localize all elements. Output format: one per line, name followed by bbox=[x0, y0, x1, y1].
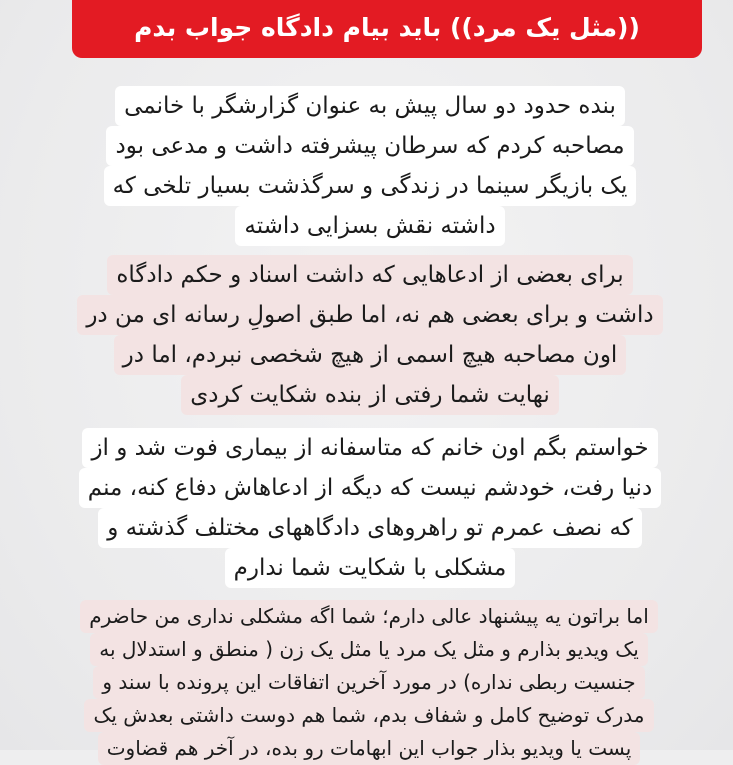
headline-banner: ((مثل یک مرد)) باید بیام دادگاه جواب بدم bbox=[72, 0, 702, 58]
paragraph-line: داشت و برای بعضی هم نه، اما طبق اصولِ رسانه ای من در bbox=[40, 295, 700, 335]
paragraph-line: داشته نقش بسزایی داشته bbox=[40, 206, 700, 246]
paragraph-3 bbox=[40, 428, 700, 588]
paragraph-line: بنده حدود دو سال پیش به عنوان گزارشگر با خانمی bbox=[40, 86, 700, 126]
paragraph-4 bbox=[24, 600, 714, 765]
paragraph-line: مدرک توضیح کامل و شفاف بدم، شما هم دوست داشتی بعدش یک bbox=[24, 699, 714, 732]
paragraph-line: اما براتون یه پیشنهاد عالی دارم؛ شما اگه مشکلی نداری من حاضرم bbox=[24, 600, 714, 633]
paragraph-line: اون مصاحبه هیچ اسمی از هیچ شخصی نبردم، اما در bbox=[40, 335, 700, 375]
paragraph-line: مصاحبه کردم که سرطان پیشرفته داشت و مدعی بود bbox=[40, 126, 700, 166]
paragraph-line: خواستم بگم اون خانم که متاسفانه از بیماری فوت شد و از bbox=[40, 428, 700, 468]
paragraph-line: برای بعضی از ادعاهایی که داشت اسناد و حکم دادگاه bbox=[40, 255, 700, 295]
paragraph-1 bbox=[40, 86, 700, 246]
paragraph-line: پست یا ویدیو بذار جواب این ابهامات رو بده، در آخر هم قضاوت bbox=[24, 732, 714, 765]
paragraph-line: دنیا رفت، خودشم نیست که دیگه از ادعاهاش دفاع کنه، منم bbox=[40, 468, 700, 508]
paragraph-line: جنسیت ربطی نداره) در مورد آخرین اتفاقات این پرونده با سند و bbox=[24, 666, 714, 699]
paragraph-line: که نصف عمرم تو راهروهای دادگاههای مختلف گذشته و bbox=[40, 508, 700, 548]
paragraph-line: مشکلی با شکایت شما ندارم bbox=[40, 548, 700, 588]
paragraph-line: نهایت شما رفتی از بنده شکایت کردی bbox=[40, 375, 700, 415]
paragraph-2 bbox=[40, 255, 700, 415]
paragraph-line: یک بازیگر سینما در زندگی و سرگذشت بسیار تلخی که bbox=[40, 166, 700, 206]
paragraph-line: یک ویدیو بذارم و مثل یک مرد یا مثل یک زن ( منطق و استدلال به bbox=[24, 633, 714, 666]
